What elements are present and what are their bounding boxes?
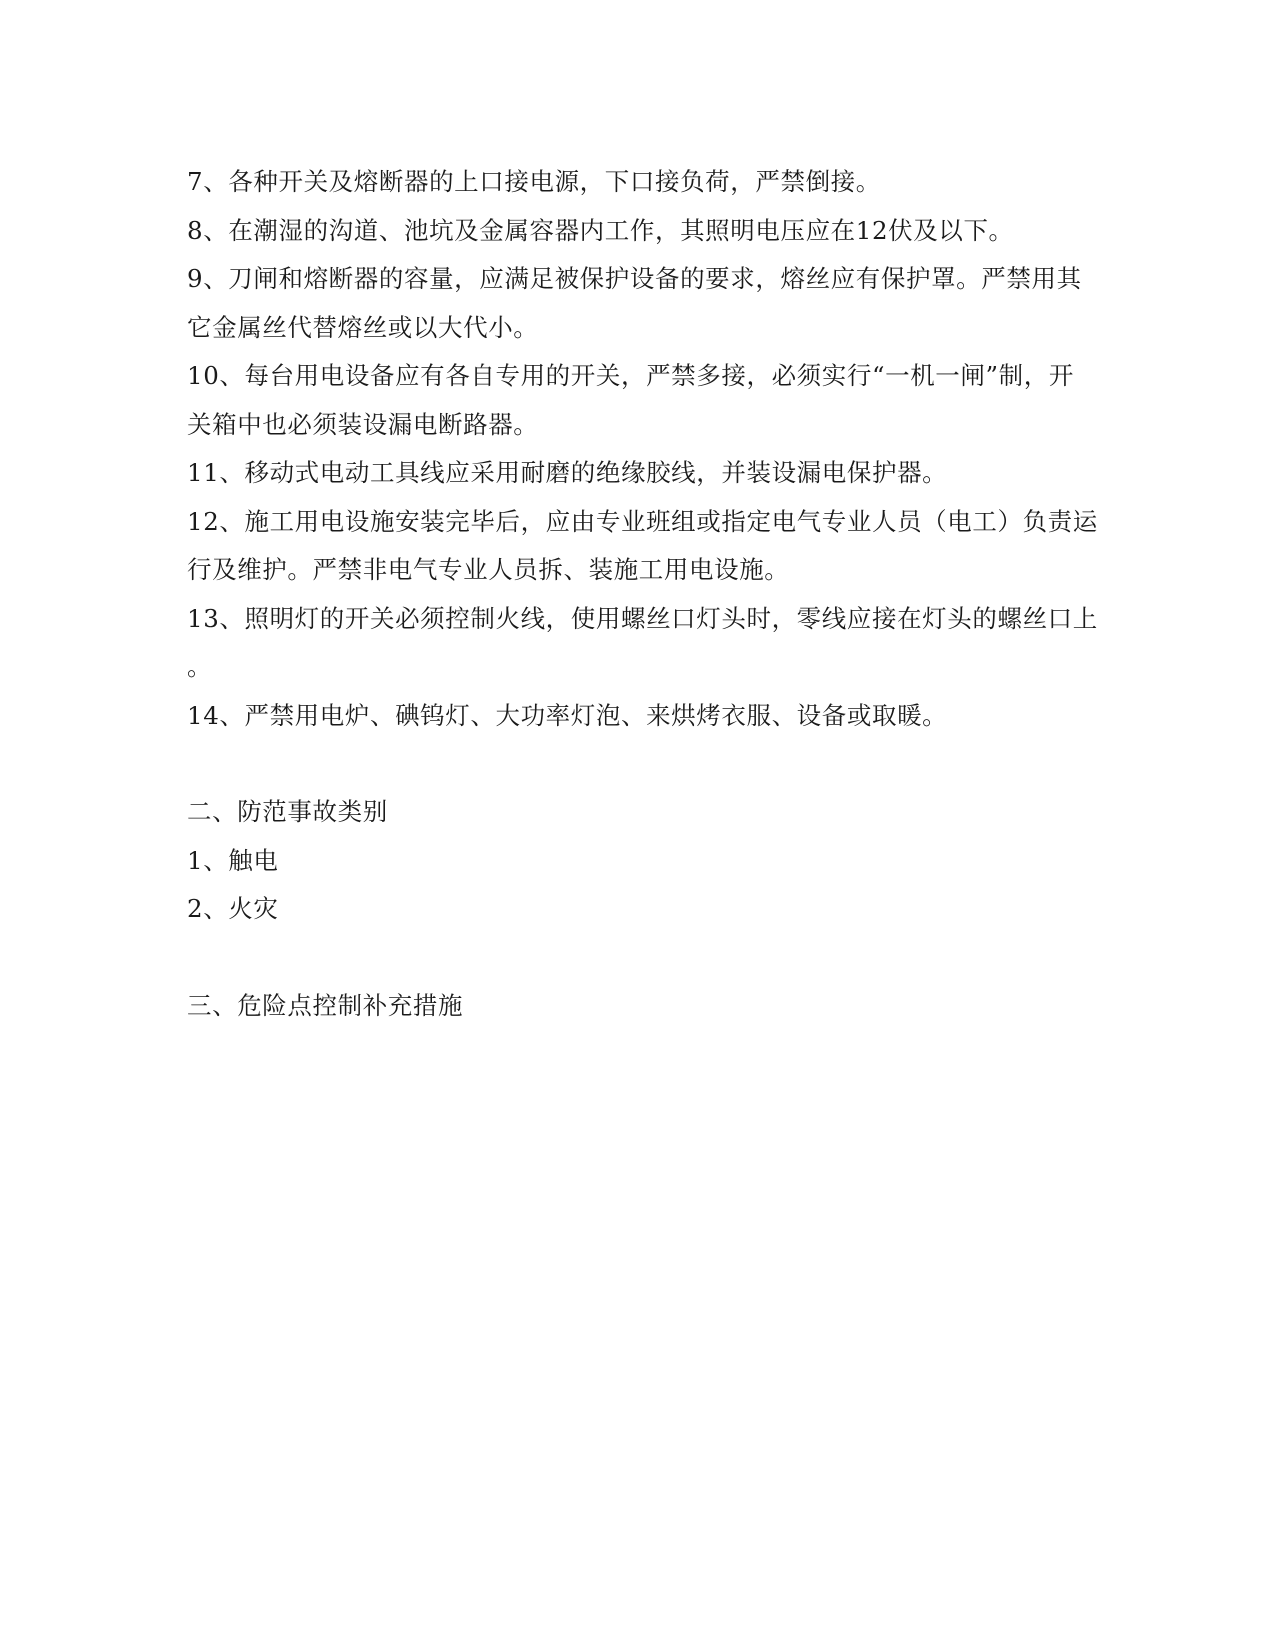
list-item-10 bbox=[187, 352, 1087, 449]
text-line: 1、触电 bbox=[187, 845, 279, 875]
text-line: 9、刀闸和熔断器的容量，应满足被保护设备的要求，熔丝应有保护罩。严禁用其 bbox=[187, 264, 1082, 293]
list-item-8 bbox=[187, 207, 1087, 256]
document-body bbox=[187, 158, 1098, 1030]
list-item-electric-shock bbox=[187, 837, 1087, 886]
text-line: 关箱中也必须装设漏电断路器。 bbox=[187, 409, 539, 439]
text-line: 13、照明灯的开关必须控制火线，使用螺丝口灯头时，零线应接在灯头的螺丝口上 bbox=[187, 603, 1098, 633]
blank-line bbox=[187, 934, 1087, 982]
text-line: 10、每台用电设备应有各自专用的开关，严禁多接，必须实行“一机一闸”制，开 bbox=[187, 361, 1074, 390]
text-line: 11、移动式电动工具线应采用耐磨的绝缘胶线，并装设漏电保护器。 bbox=[187, 458, 948, 487]
list-item-9 bbox=[187, 255, 1087, 352]
section-heading-accident-types: 二、防范事故类别 bbox=[187, 797, 388, 826]
text-line: 2、火灾 bbox=[187, 894, 279, 923]
text-line: 它金属丝代替熔丝或以大代小。 bbox=[187, 312, 539, 342]
section-heading-hazard-measures: 三、危险点控制补充措施 bbox=[187, 990, 464, 1020]
text-line: 行及维护。严禁非电气专业人员拆、装施工用电设施。 bbox=[187, 555, 790, 584]
text-line: 。 bbox=[187, 652, 213, 681]
list-item-12 bbox=[187, 498, 1098, 595]
list-item-13 bbox=[187, 595, 1098, 692]
list-item-7 bbox=[187, 158, 1087, 207]
blank-line bbox=[187, 740, 1087, 788]
list-item-fire bbox=[187, 885, 1087, 934]
text-line: 14、严禁用电炉、碘钨灯、大功率灯泡、来烘烤衣服、设备或取暖。 bbox=[187, 700, 948, 730]
list-item-14 bbox=[187, 692, 1087, 741]
text-line: 12、施工用电设施安装完毕后，应由专业班组或指定电气专业人员（电工）负责运 bbox=[187, 506, 1098, 536]
text-line: 8、在潮湿的沟道、池坑及金属容器内工作，其照明电压应在12伏及以下。 bbox=[187, 215, 1014, 245]
text-line: 7、各种开关及熔断器的上口接电源，下口接负荷，严禁倒接。 bbox=[187, 167, 881, 196]
list-item-11 bbox=[187, 449, 1087, 498]
